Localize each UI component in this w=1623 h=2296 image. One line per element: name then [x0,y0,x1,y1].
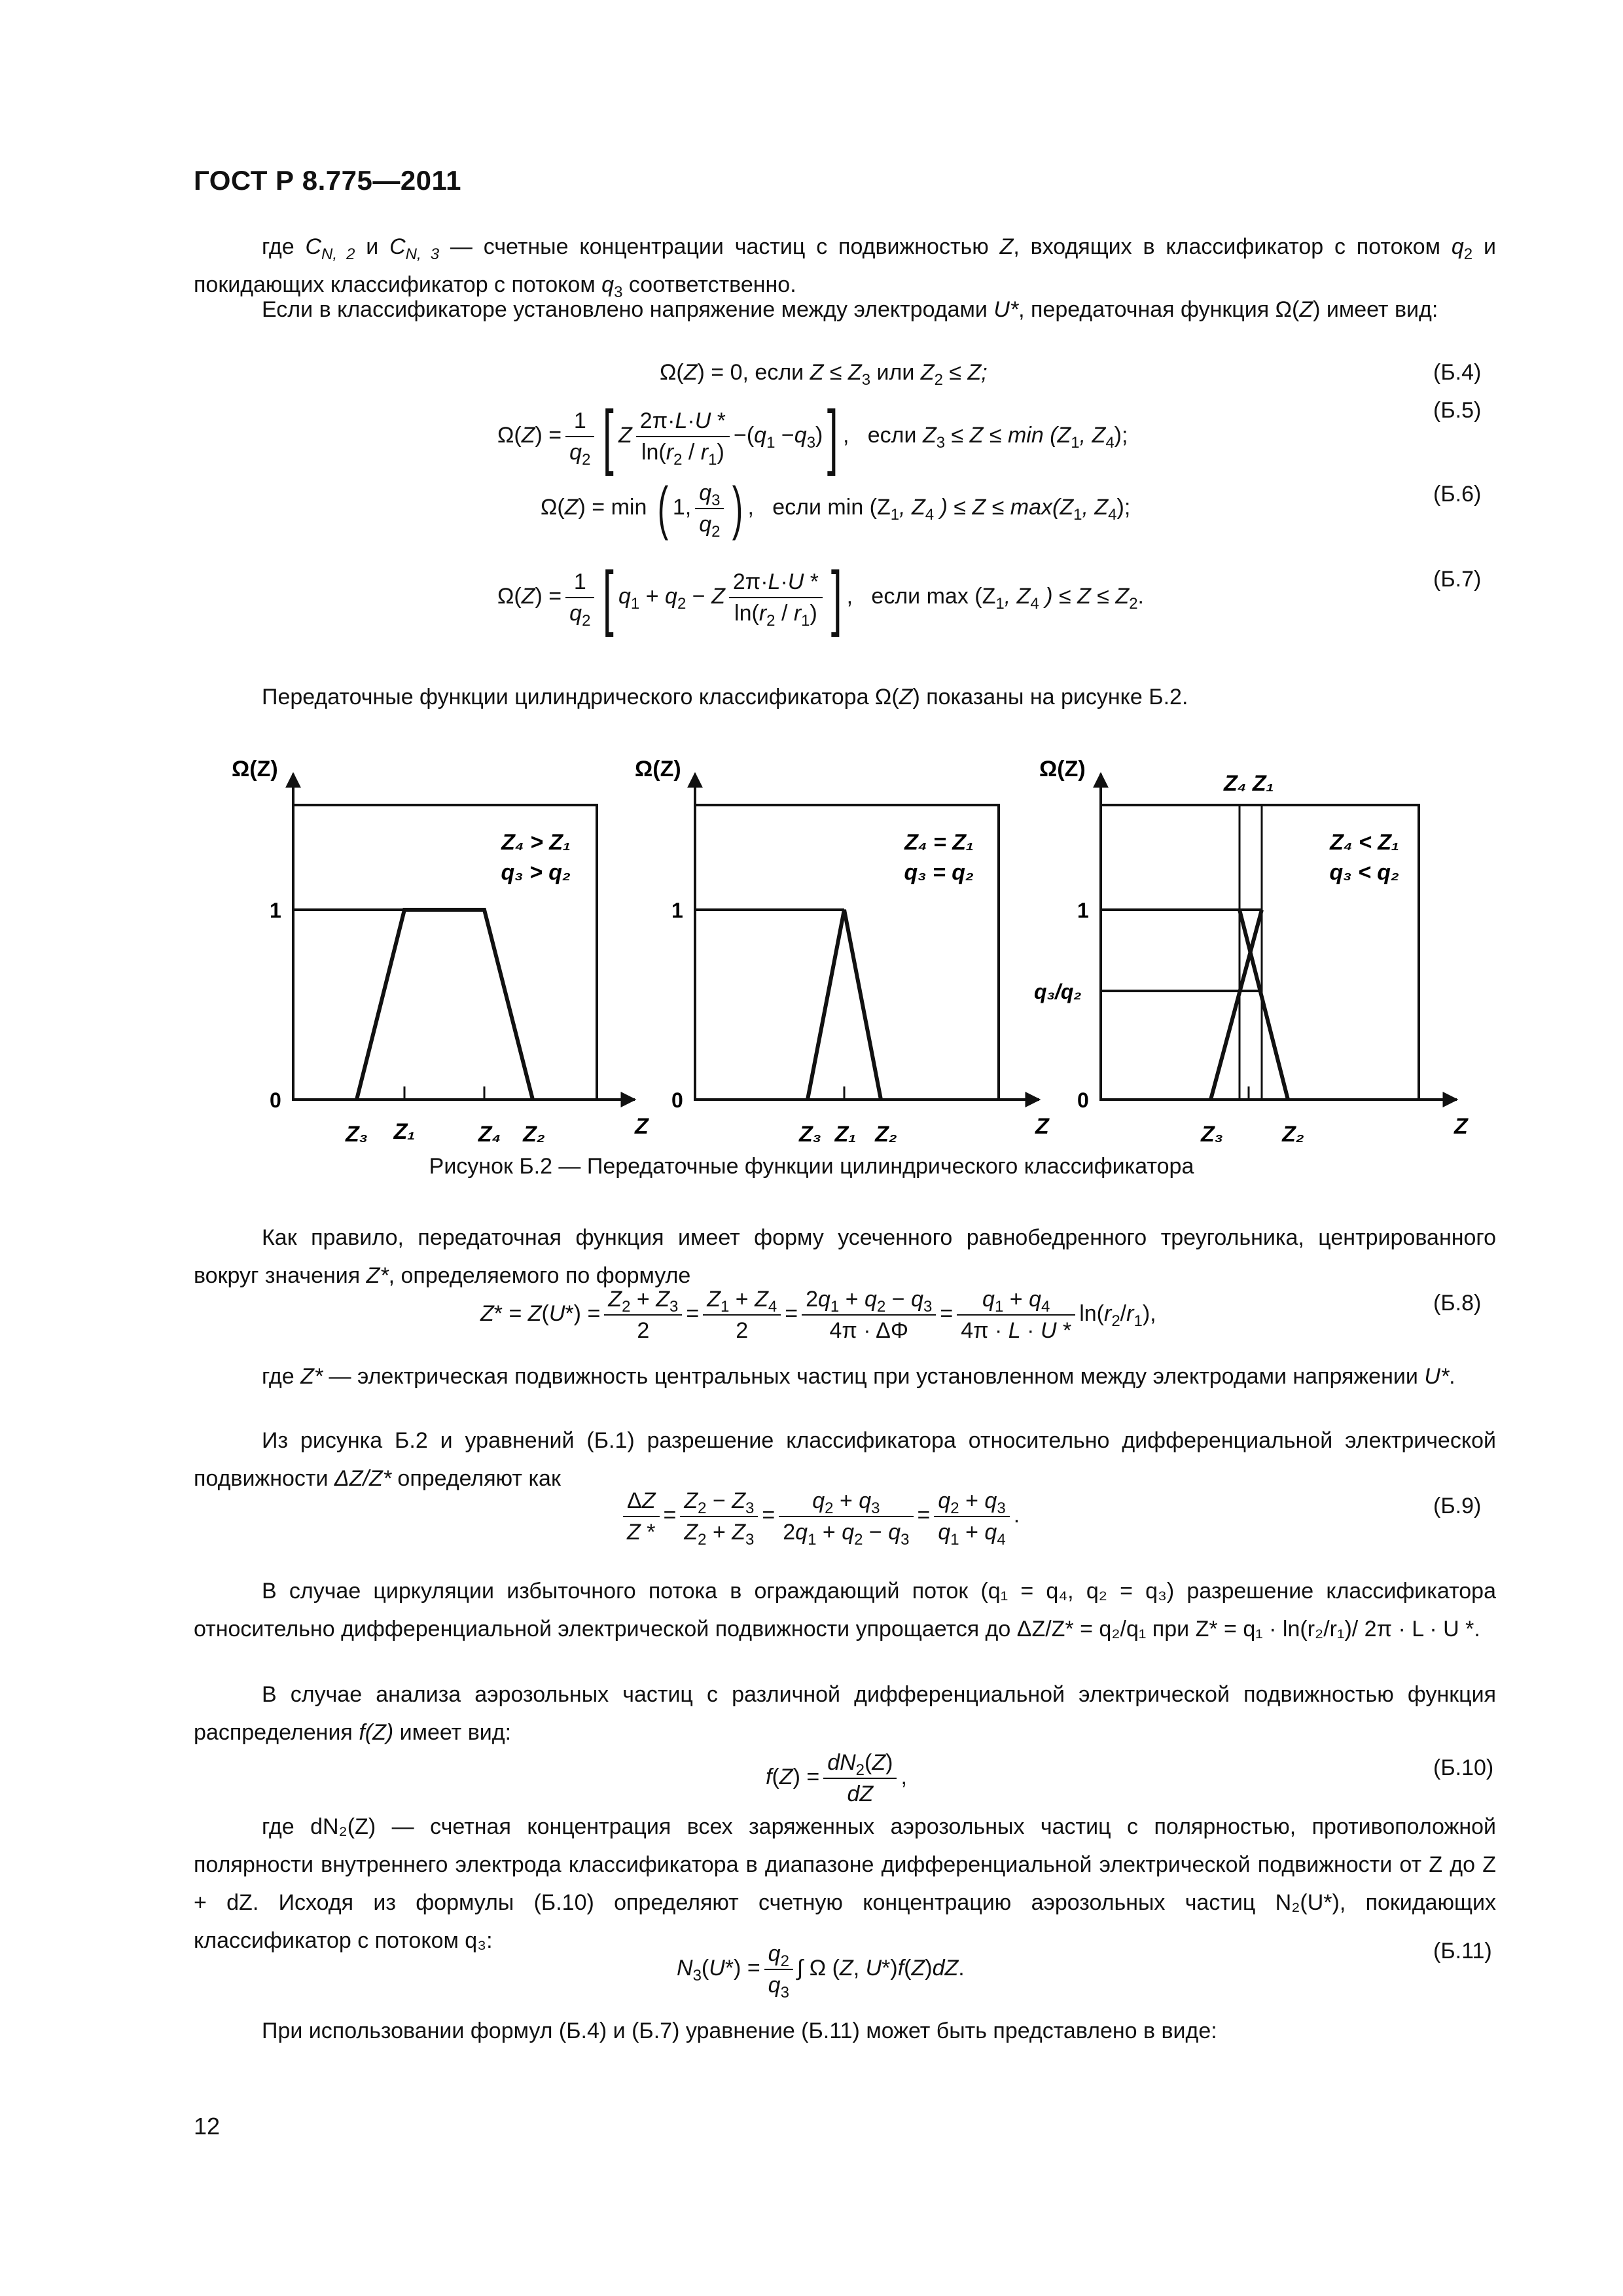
paragraph-typical-shape: Как правило, передаточная функция имеет форму усеченного равнобедренного треугольника, центрированного вокруг значения Z*, определяемого по формуле [194,1225,1496,1288]
paragraph-using-formulas: При использовании формул (Б.4) и (Б.7) уравнение (Б.11) может быть представлено в виде: [262,2018,1217,2043]
panel-1 [232,757,649,1147]
tick-label-2-z2: Z₂ [875,1122,897,1147]
x-label-2: Z [1035,1114,1049,1139]
equation-b8: Z* = Z(U*) = $\frac{Z_2 + Z_3}{2}$ = $\frac{Z_1 + Z_4}{2}$ = $\frac{2q_1 + q_2 - q_3}{4\pi \cdot \Delta\Phi}$ = $\frac{q_1 + q_4}{4\pi \cdot L \cdot U *}$ $\ln(r_2/r_1)$, [480,1284,1156,1346]
cond-2a: Z₄ = Z₁ [904,830,974,855]
x-label-3: Z [1454,1114,1468,1139]
equation-number-b6: (Б.6) [1433,482,1482,507]
paragraph-distribution: В случае анализа аэрозольных частиц с различной дифференциальной электрической подвижностью функция распределения f(Z) имеет вид: [194,1682,1496,1745]
x-label-1: Z [635,1114,649,1139]
cond-1a: Z₄ > Z₁ [501,830,571,855]
paragraph-where-cn: где $C_{N, 2}$ и $C_{N, 3}$ — счетные концентрации частиц с подвижностью Z, входящих в классификатор с потоком $q_2$ и покидающих классификатор с потоком $q_3$ соответственно. [194,234,1496,301]
equation-b7: Ω(Z) = $\frac{1}{q_2}$ [ $q_1 + q_2 - Z$ $\frac{2\pi\cdot L\cdot U *}{\ln(r_2 / r_1)}$ ] , если $\max (Z_1$, $Z_4$ ) ≤ $Z \le Z_2$. [497,557,1144,637]
paragraph-figure-ref: Передаточные функции цилиндрического классификатора Ω(Z) показаны на рисунке Б.2. [262,685,1188,709]
equation-number-b7: (Б.7) [1433,567,1482,592]
tick-label-1-z3: Z₃ [346,1122,368,1147]
tick-zero-1: 0 [270,1088,281,1112]
panel-3 [1034,757,1469,1147]
equation-number-b9: (Б.9) [1433,1494,1482,1518]
tick-one-3: 1 [1077,899,1089,922]
cond-1b: q₃ > q₂ [501,860,571,885]
paragraph-resolution: Из рисунка Б.2 и уравнений (Б.1) разрешение классификатора относительно дифференциальной электрической подвижности ΔZ/Z* определяют как [194,1428,1496,1491]
cond-3a: Z₄ < Z₁ [1330,830,1399,855]
tick-zero-3: 0 [1077,1088,1089,1112]
equation-b6: Ω(Z) = min ( 1, $\frac{q_3}{q_2}$ ) , если $\min (Z_1$, $Z_4$ ) ≤ $Z \le \max(Z_1$, $Z_4$); [541,476,1131,541]
tick-label-1-z1: Z₁ [393,1119,416,1144]
equation-b5: Ω(Z) = $\frac{1}{q_2}$ [ Z $\frac{2\pi\cdot L\cdot U *}{\ln(r_2 / r_1)}$ $-(q_1 -q_3)$] , если $Z_3 \le Z \le \min (Z_1$, $Z_4$); [497,396,1128,476]
top-label-3: Z₄ Z₁ [1224,771,1274,796]
equation-number-b4: (Б.4) [1433,360,1482,385]
transfer-curve-2 [808,910,881,1100]
transfer-curve-1 [357,910,533,1100]
tick-label-1-z4: Z₄ [478,1122,501,1147]
cond-2b: q₃ = q₂ [904,860,974,885]
document-header: ГОСТ Р 8.775—2011 [194,165,461,196]
equation-number-b8: (Б.8) [1433,1291,1482,1316]
paragraph-where-z-star: где Z* — электрическая подвижность центральных частиц при установленном между электродами напряжении U*. [262,1364,1455,1389]
paragraph-excess-flow: В случае циркуляции избыточного потока в ограждающий поток (q₁ = q₄, q₂ = q₃) разрешение классификатора относительно дифференциальной электрической подвижности упрощается до ΔZ/Z* = q₂/q₁ при Z* = q₁ · ln(r₂/r₁)/ 2π · L · U *. [194,1579,1496,1641]
paragraph-voltage: Если в классификаторе установлено напряжение между электродами U*, передаточная функция Ω(Z) имеет вид: [262,297,1438,322]
tick-zero-2: 0 [671,1088,683,1112]
figure-caption: Рисунок Б.2 — Передаточные функции цилиндрического классификатора [429,1154,1194,1179]
paragraph-where-dn2: где dN₂(Z) — счетная концентрация всех заряженных аэрозольных частиц с полярностью, противоположной полярности внутреннего электрода классификатора в диапазоне дифференциальной электрической подвижности от Z до Z + dZ. Исходя из формулы (Б.10) определяют счетную концентрацию аэрозольных частиц N₂(U*), покидающих классификатор с потоком q₃: [194,1814,1496,1953]
tick-label-2-z1: Z₁ [834,1122,857,1147]
y-label-2: Ω(Z) [635,757,681,781]
equation-number-b10: (Б.10) [1433,1755,1494,1780]
transfer-curve-3-rise [1211,910,1262,1100]
tick-label-3-z2: Z₂ [1282,1122,1304,1147]
tick-label-2-z3: Z₃ [799,1122,821,1147]
equation-b9: $\frac{\Delta Z}{Z *}$ = $\frac{Z_2 - Z_3}{Z_2 + Z_3}$ = $\frac{q_2 + q_3}{2q_1 + q_2 - q_3}$ = $\frac{q_2 + q_3}{q_1 + q_4}$ . [619,1486,1020,1547]
equation-b4: Ω(Z) = 0, если $Z \le Z_3$ или $Z_2 \le Z$; [660,360,988,389]
tick-label-1-z2: Z₂ [523,1122,545,1147]
equation-b10: f(Z) = $\frac{dN_2(Z)}{dZ}$ , [766,1748,907,1809]
y-label-1: Ω(Z) [232,757,278,781]
equation-number-b5: (Б.5) [1433,398,1482,423]
y-label-3: Ω(Z) [1039,757,1086,781]
page-number: 12 [194,2113,221,2140]
tick-one-1: 1 [270,899,281,922]
tick-label-3-z3: Z₃ [1201,1122,1223,1147]
equation-b11: $N_3(U*)$ = $\frac{q_2}{q_3}$ ∫ Ω (Z, U*)f(Z)dZ. [677,1939,965,2000]
figure-transfer-functions [0,746,1623,1152]
panel-2 [635,757,1050,1147]
transfer-curve-3-fall [1240,910,1288,1100]
cond-3b: q₃ < q₂ [1329,860,1399,885]
tick-one-2: 1 [671,899,683,922]
tick-ratio-3: q₃/q₂ [1034,980,1082,1003]
equation-number-b11: (Б.11) [1433,1939,1492,1964]
